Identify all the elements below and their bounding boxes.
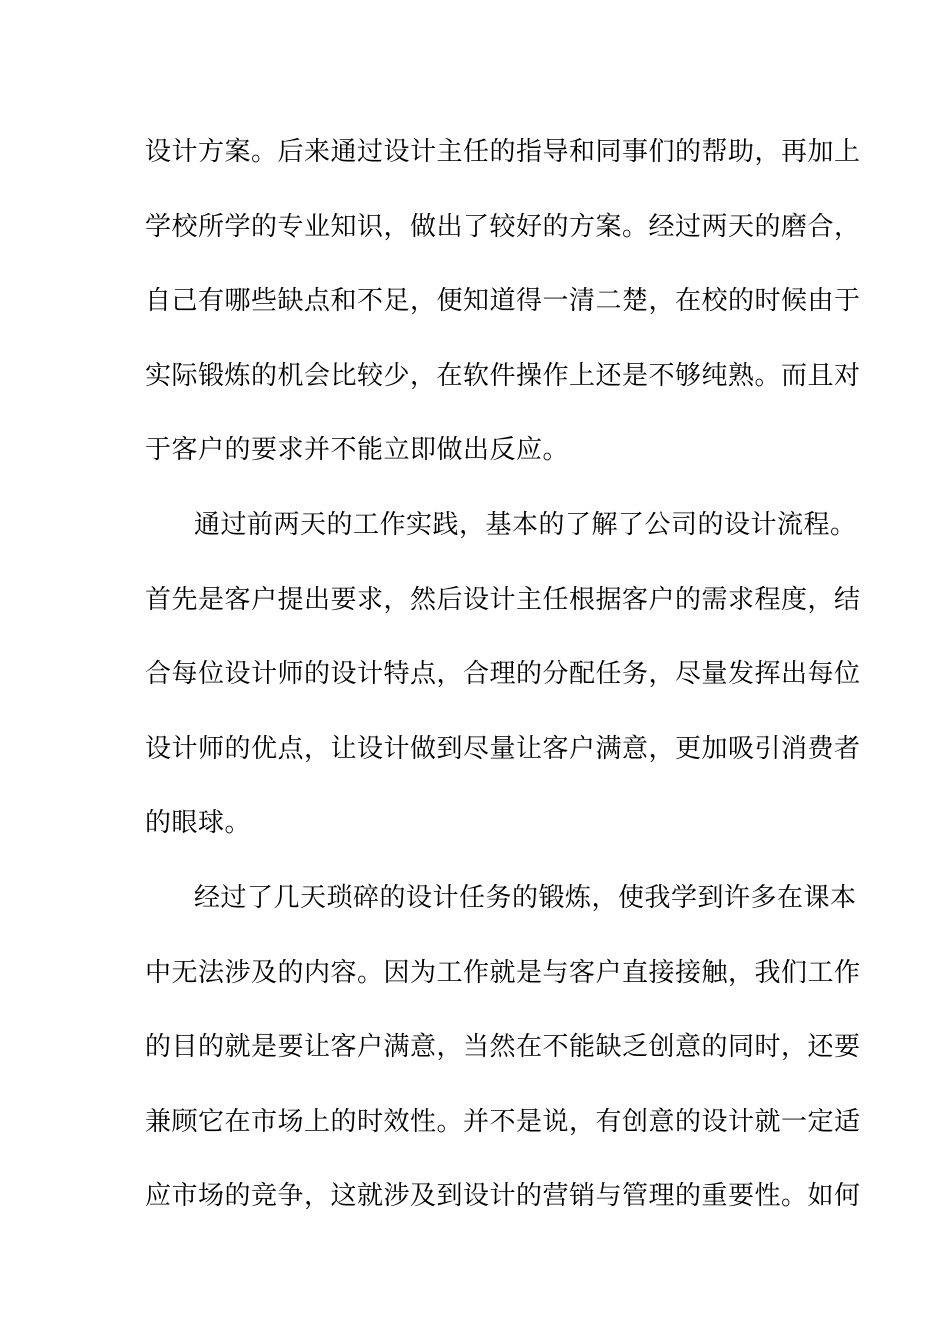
paragraph-start-line: 通过前两天的工作实践，基本的了解了公司的设计流程。: [194, 509, 857, 540]
text-line: 应市场的竞争，这就涉及到设计的营销与管理的重要性。如何: [145, 1181, 861, 1212]
body-text: [145, 122, 861, 1241]
text-line: 实际锻炼的机会比较少，在软件操作上还是不够纯熟。而且对: [145, 360, 861, 391]
text-line: 中无法涉及的内容。因为工作就是与客户直接接触，我们工作: [145, 957, 861, 988]
text-line: 合每位设计师的设计特点，合理的分配任务，尽量发挥出每位: [145, 659, 861, 690]
text-line: 的目的就是要让客户满意，当然在不能缺乏创意的同时，还要: [145, 1032, 861, 1063]
text-line: 首先是客户提出要求，然后设计主任根据客户的需求程度，结: [145, 584, 861, 615]
text-line: 自己有哪些缺点和不足，便知道得一清二楚，在校的时候由于: [145, 286, 861, 317]
paragraph-start-line: 经过了几天琐碎的设计任务的锻炼，使我学到许多在课本: [194, 882, 857, 913]
text-line: 于客户的要求并不能立即做出反应。: [145, 435, 570, 466]
text-line: 设计师的优点，让设计做到尽量让客户满意，更加吸引消费者: [145, 733, 861, 764]
text-line: 设计方案。后来通过设计主任的指导和同事们的帮助，再加上: [145, 137, 861, 167]
text-line: 兼顾它在市场上的时效性。并不是说，有创意的设计就一定适: [145, 1106, 861, 1137]
text-line: 的眼球。: [145, 808, 252, 839]
text-line: 学校所学的专业知识，做出了较好的方案。经过两天的磨合，: [145, 211, 861, 242]
